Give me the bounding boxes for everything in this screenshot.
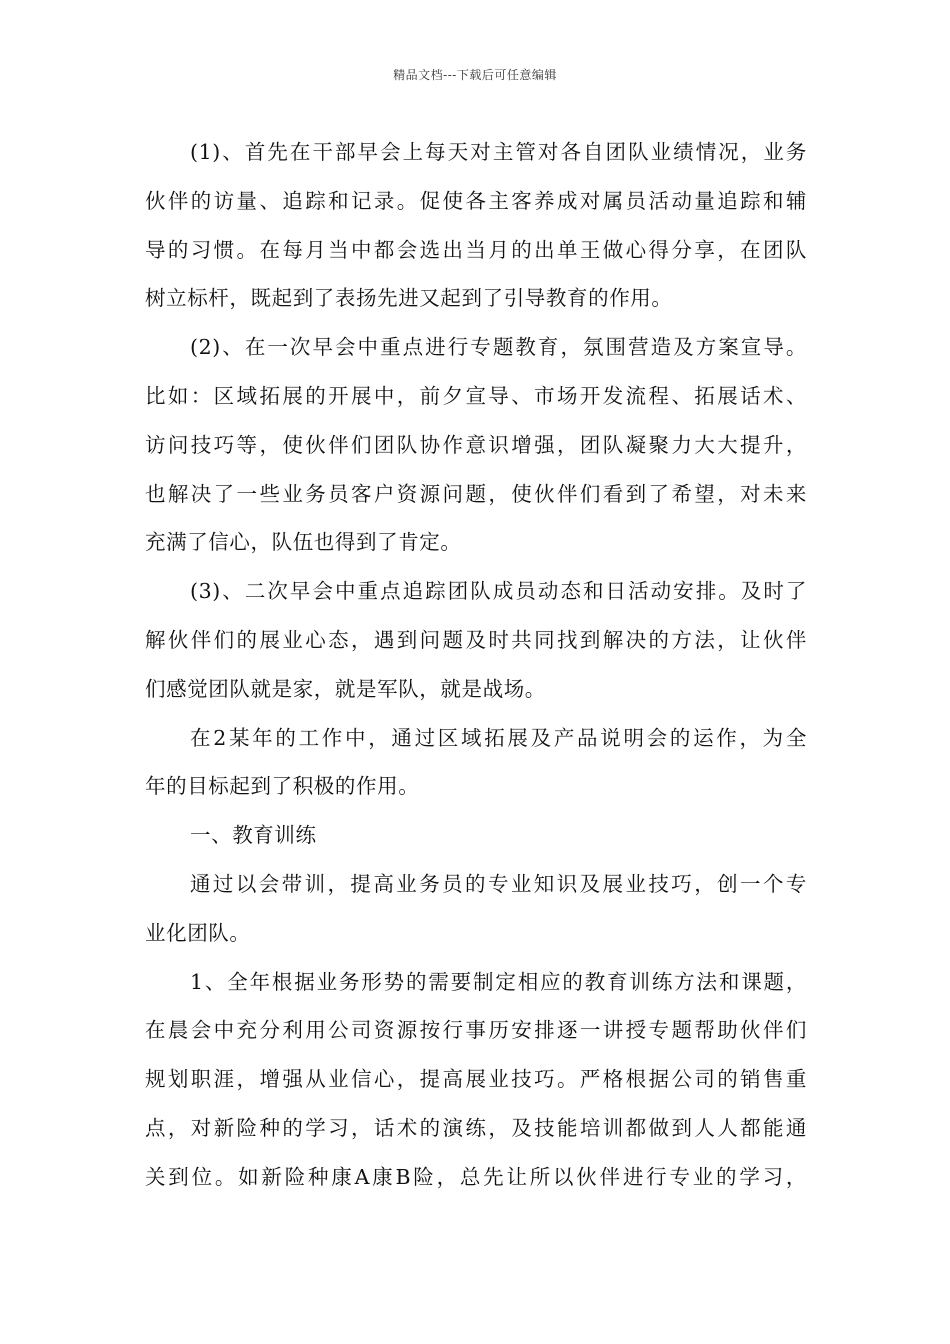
- text-line: 一、教育训练: [190, 823, 317, 848]
- text-line: 访问技巧等，使伙伴们团队协作意识增强，团队凝聚力大大提升，: [145, 432, 807, 457]
- text-line: 在晨会中充分利用公司资源按行事历安排逐一讲授专题帮助伙伴们: [145, 1018, 807, 1043]
- document-body: [145, 128, 807, 1202]
- text-line: 业化团队。: [145, 920, 251, 945]
- text-line: 解伙伴们的展业心态，遇到问题及时共同找到解决的方法，让伙伴: [145, 627, 807, 652]
- page-header: 精品文档---下载后可任意编辑: [393, 68, 557, 82]
- text-line: 1、全年根据业务形势的需要制定相应的教育训练方法和课题，: [190, 969, 807, 994]
- text-line: 通过以会带训，提高业务员的专业知识及展业技巧，创一个专: [190, 871, 807, 896]
- text-line: (3)、二次早会中重点追踪团队成员动态和日活动安排。及时了: [190, 579, 807, 604]
- text-line: 在2某年的工作中，通过区域拓展及产品说明会的运作，为全: [190, 725, 807, 750]
- text-line: 比如：区域拓展的开展中，前夕宣导、市场开发流程、拓展话术、: [145, 383, 807, 408]
- text-line: 年的目标起到了积极的作用。: [145, 774, 420, 799]
- text-line: 导的习惯。在每月当中都会选出当月的出单王做心得分享，在团队: [145, 237, 807, 262]
- text-line: 伙伴的访量、追踪和记录。促使各主客养成对属员活动量追踪和辅: [145, 188, 807, 213]
- text-line: (2)、在一次早会中重点进行专题教育，氛围营造及方案宣导。: [190, 335, 807, 360]
- text-line: 树立标杆，既起到了表扬先进又起到了引导教育的作用。: [145, 286, 673, 311]
- text-line: 关到位。如新险种康A康B险，总先让所以伙伴进行专业的学习，: [145, 1164, 807, 1189]
- text-line: 也解决了一些业务员客户资源问题，使伙伴们看到了希望，对未来: [145, 481, 807, 506]
- text-line: 点，对新险种的学习，话术的演练，及技能培训都做到人人都能通: [145, 1115, 807, 1140]
- text-line: 规划职涯，增强从业信心，提高展业技巧。严格根据公司的销售重: [145, 1067, 807, 1092]
- text-line: 们感觉团队就是家，就是军队，就是战场。: [145, 676, 546, 701]
- text-line: 充满了信心，队伍也得到了肯定。: [145, 530, 462, 555]
- text-line: (1)、首先在干部早会上每天对主管对各自团队业绩情况，业务: [190, 140, 807, 164]
